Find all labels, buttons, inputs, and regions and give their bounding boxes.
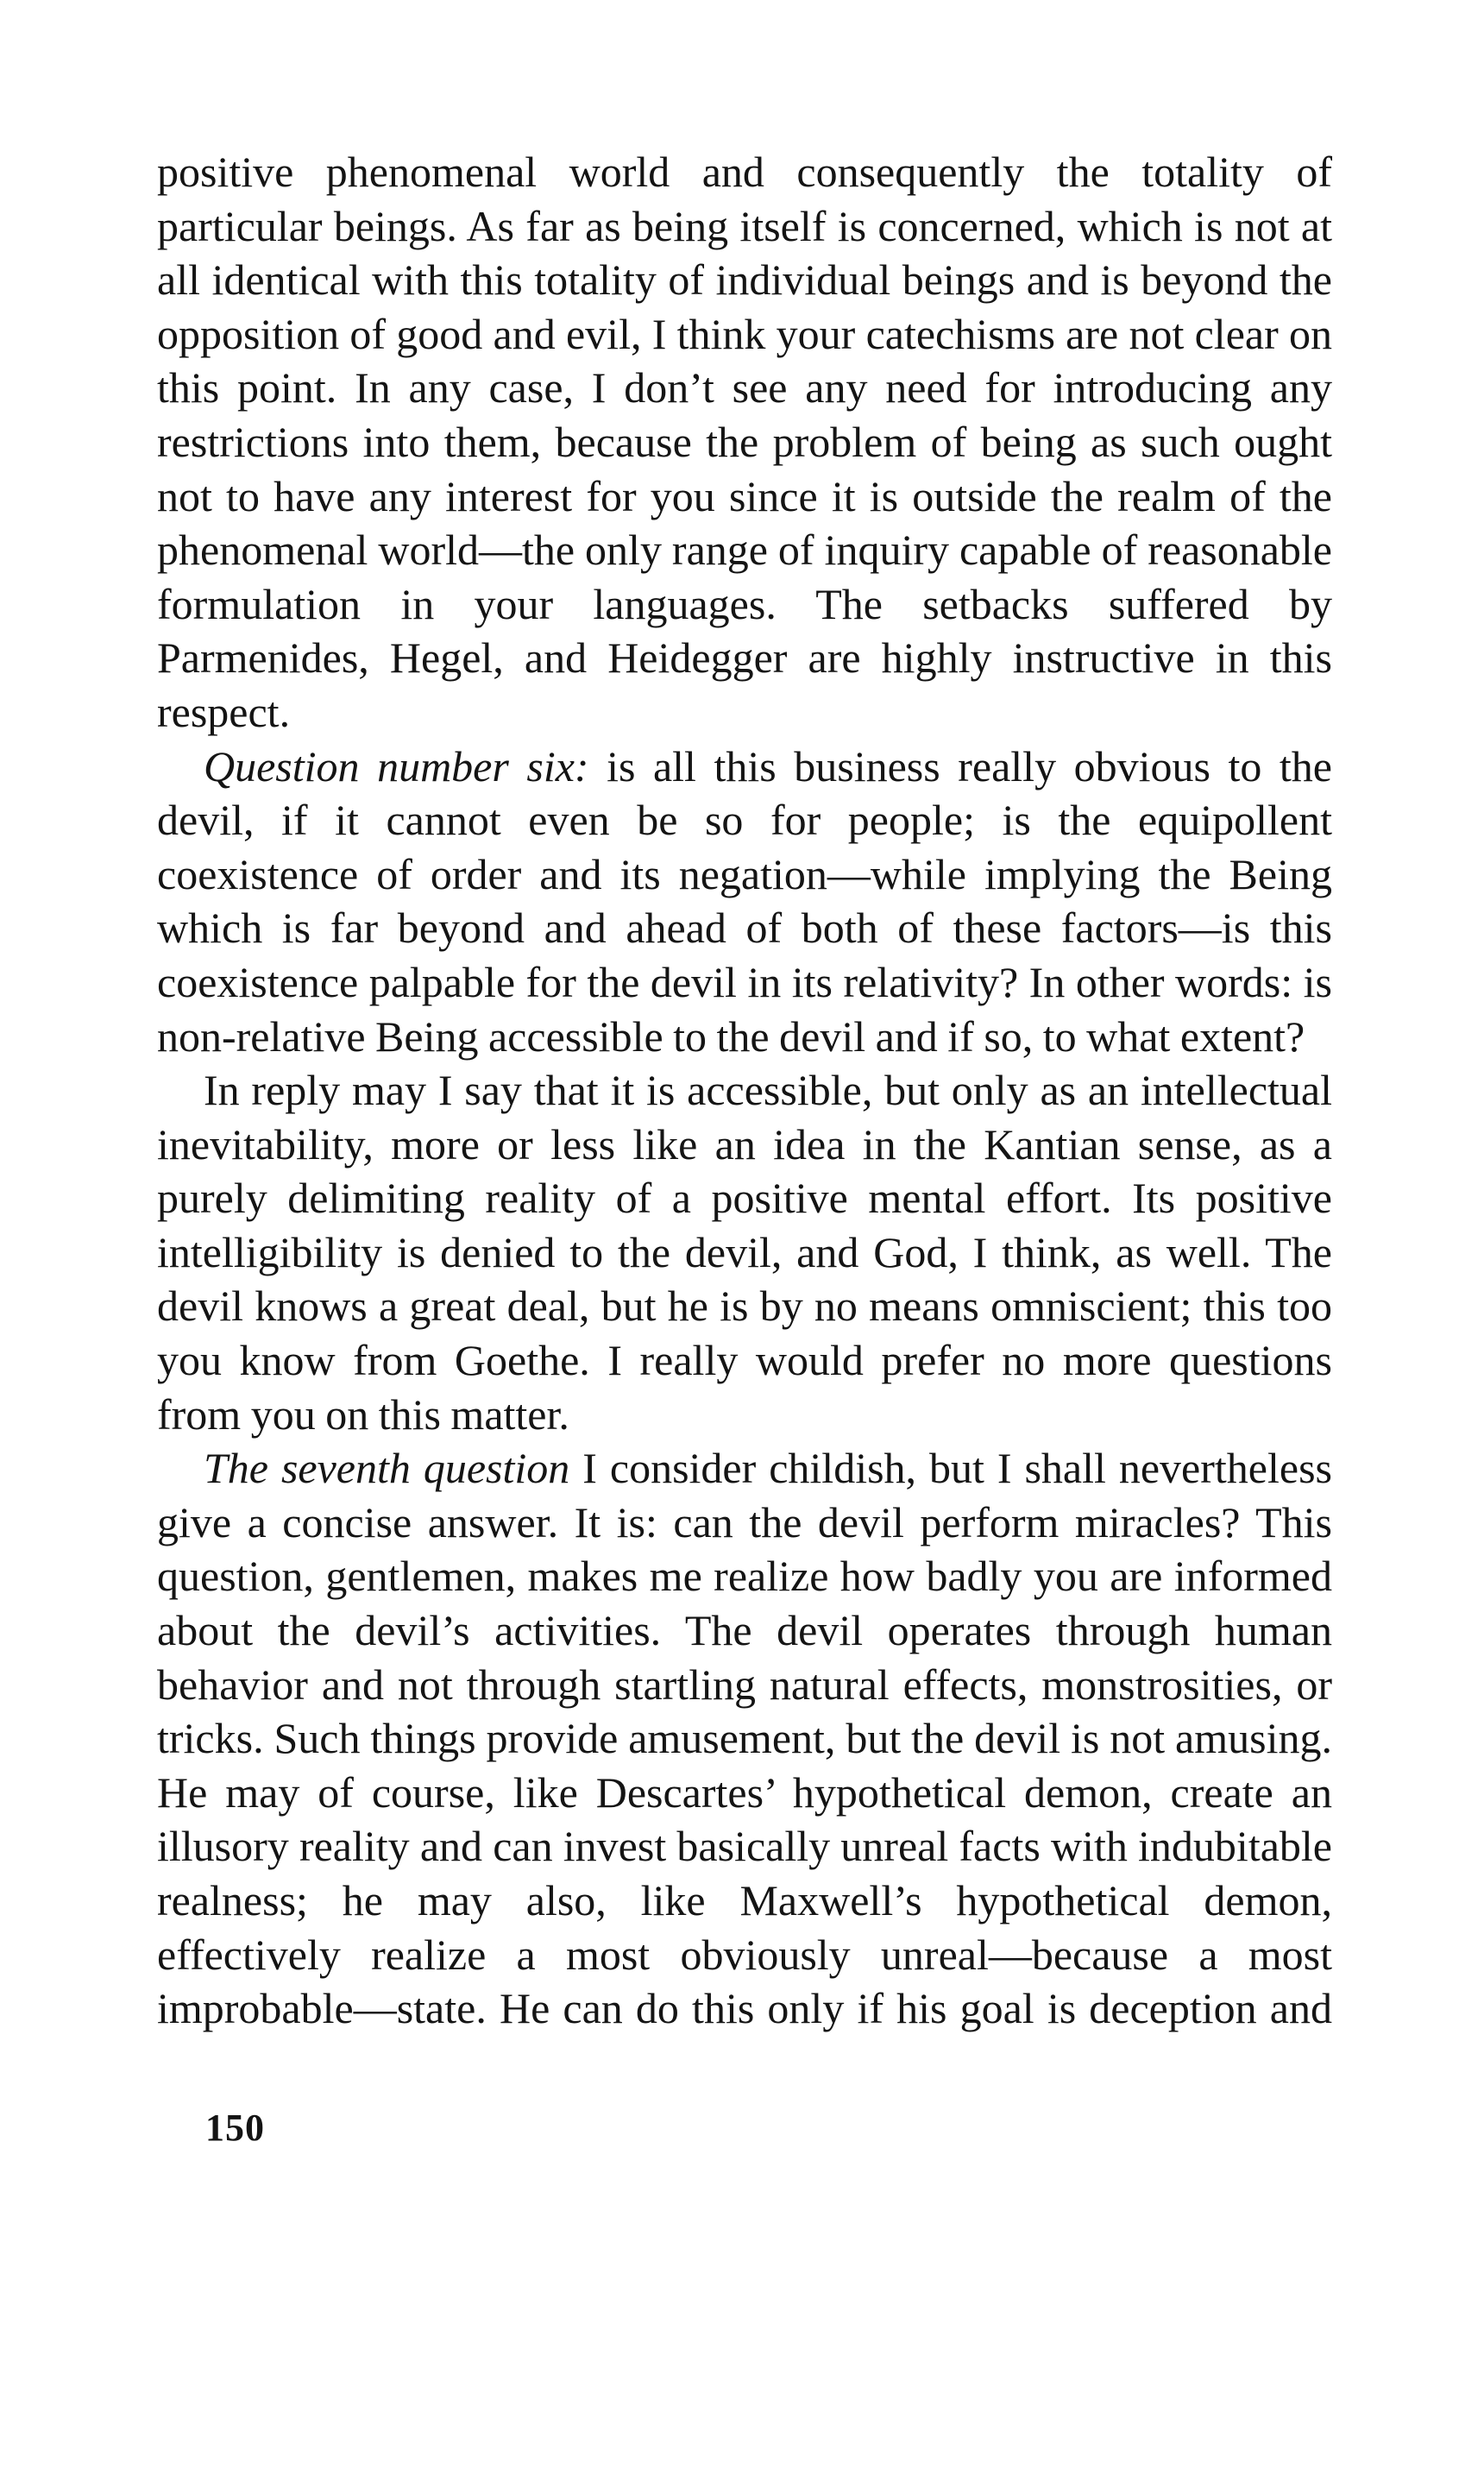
paragraph-2-lead: Question number six:: [204, 741, 589, 790]
paragraph-2-text: is all this business really obvious to the devil, if it cannot even be so for people; is the equipollent coexistence of order and its negation—while implying the Being which is far beyond and ahead of both of these factors—is this coexistence palpable for the devil in its relativity? In other words: is non-relative Being accessible to the devil and if so, to what extent?: [157, 741, 1332, 1061]
paragraph-4-text: I consider childish, but I shall nevertheless give a concise answer. It is: can the devil perform miracles? This question, gentlemen, makes me realize how badly you are informed about the devil’s activities. The devil operates through human behavior and not through startling natural effects, monstrosities, or tricks. Such things provide amusement, but the devil is not amusing. He may of course, like Descartes’ hypothetical demon, create an illusory reality and can invest basically unreal facts with indubitable realness; he may also, like Maxwell’s hypothetical demon, effectively realize a most obviously unreal—because a most improbable—state. He can do this only if his goal is deception and: [157, 1444, 1332, 2033]
paragraph-1-text: positive phenomenal world and consequently the totality of particular beings. As far as being itself is concerned, which is not at all identical with this totality of individual beings and is beyond the opposition of good and evil, I think your catechisms are not clear on this point. In any case, I don’t see any need for introducing any restrictions into them, because the problem of being as such ought not to have any interest for you since it is outside the realm of the phenomenal world—the only range of inquiry capable of reasonable formulation in your languages. The setbacks suffered by Parmenides, Hegel, and Heidegger are highly instructive in this respect.: [157, 148, 1332, 736]
paragraph-3: [157, 1063, 1332, 1441]
paragraph-2: [157, 740, 1332, 1064]
paragraph-3-text: In reply may I say that it is accessible, but only as an intellectual inevitability, more or less like an idea in the Kantian sense, as a purely delimiting reality of a positive mental effort. Its positive intelligibility is denied to the devil, and God, I think, as well. The devil knows a great deal, but he is by no means omniscient; this too you know from Goethe. I really would prefer no more questions from you on this matter.: [157, 1066, 1332, 1439]
page-number: 150: [205, 2107, 265, 2149]
paragraph-4-lead: The seventh question: [204, 1444, 570, 1493]
book-page: [157, 145, 1332, 2036]
paragraph-4: [157, 1441, 1332, 2036]
paragraph-1: [157, 145, 1332, 740]
